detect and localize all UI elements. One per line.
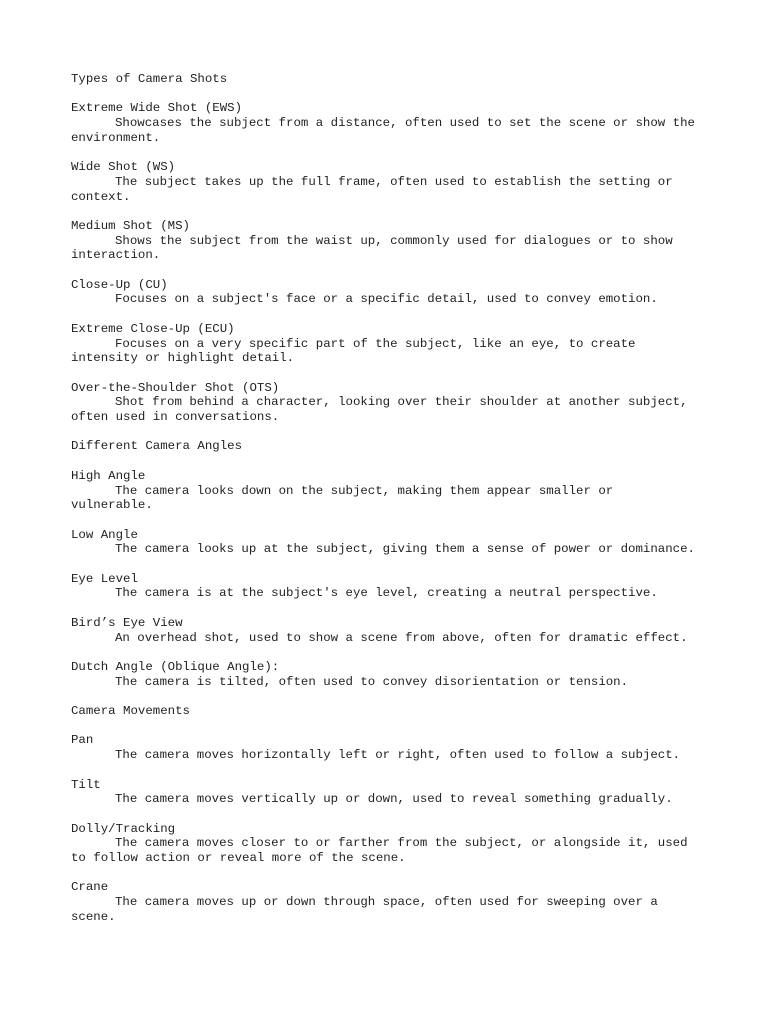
- spacer: [71, 204, 701, 219]
- spacer: [71, 263, 701, 278]
- spacer: [71, 866, 701, 881]
- spacer: [71, 454, 701, 469]
- entry-dutch-angle: [71, 660, 701, 689]
- entry-title: Wide Shot (WS): [71, 160, 176, 175]
- spacer: [71, 425, 701, 440]
- entry-description: Shot from behind a character, looking over their shoulder at another subject, often used in conversations.: [71, 395, 688, 425]
- entry-description: Shows the subject from the waist up, commonly used for dialogues or to show interaction.: [71, 233, 673, 263]
- entry-eye-level: [71, 572, 701, 601]
- entry-title: Crane: [71, 880, 109, 895]
- entry-title: High Angle: [71, 468, 146, 483]
- entry-title: Dutch Angle (Oblique Angle):: [71, 659, 280, 674]
- entry-title: Close-Up (CU): [71, 277, 168, 292]
- entry-birds-eye-view: [71, 616, 701, 645]
- entry-description: Focuses on a very specific part of the subject, like an eye, to create intensity or highlight detail.: [71, 336, 636, 366]
- entry-tilt: [71, 778, 701, 807]
- entry-wide-shot: [71, 160, 701, 204]
- section-heading-camera-movements: Camera Movements: [71, 704, 190, 719]
- spacer: [71, 87, 701, 102]
- spacer: [71, 763, 701, 778]
- spacer: [71, 645, 701, 660]
- spacer: [71, 513, 701, 528]
- entry-description: Showcases the subject from a distance, often used to set the scene or show the environment.: [71, 116, 695, 145]
- entry-low-angle: [71, 528, 701, 557]
- entry-description: An overhead shot, used to show a scene from above, often for dramatic effect.: [115, 630, 688, 645]
- entry-title: Extreme Close-Up (ECU): [71, 321, 235, 336]
- entry-high-angle: [71, 469, 701, 513]
- entry-title: Pan: [71, 733, 94, 748]
- entry-close-up: [71, 278, 701, 307]
- entry-title: Low Angle: [71, 527, 138, 542]
- entry-title: Over-the-Shoulder Shot (OTS): [71, 380, 280, 395]
- entry-extreme-wide-shot: [71, 101, 701, 145]
- entry-title: Eye Level: [71, 571, 138, 586]
- section-heading-camera-angles: Different Camera Angles: [71, 439, 243, 454]
- spacer: [71, 366, 701, 381]
- entry-description: The camera moves vertically up or down, used to reveal something gradually.: [115, 792, 673, 807]
- entry-over-the-shoulder: [71, 381, 701, 425]
- entry-pan: [71, 733, 701, 762]
- entry-description: The camera looks up at the subject, giving them a sense of power or dominance.: [115, 542, 695, 557]
- section-heading-camera-shots: Types of Camera Shots: [71, 72, 228, 86]
- entry-dolly-tracking: [71, 822, 701, 866]
- entry-title: Extreme Wide Shot (EWS): [71, 101, 243, 116]
- entry-medium-shot: [71, 219, 701, 263]
- entry-description: Focuses on a subject's face or a specific detail, used to convey emotion.: [115, 292, 658, 307]
- entry-description: The subject takes up the full frame, often used to establish the setting or context.: [71, 174, 673, 204]
- entry-crane: [71, 880, 701, 924]
- entry-description: The camera is tilted, often used to convey disorientation or tension.: [115, 674, 629, 689]
- entry-title: Medium Shot (MS): [71, 218, 190, 233]
- spacer: [71, 307, 701, 322]
- spacer: [71, 807, 701, 822]
- spacer: [71, 689, 701, 704]
- spacer: [71, 719, 701, 734]
- entry-description: The camera moves closer to or farther from the subject, or alongside it, used to follow action or reveal more of the scene.: [71, 836, 688, 866]
- entry-extreme-close-up: [71, 322, 701, 366]
- entry-title: Dolly/Tracking: [71, 821, 176, 836]
- spacer: [71, 557, 701, 572]
- entry-title: Tilt: [71, 777, 101, 792]
- document-page: [71, 72, 701, 925]
- entry-description: The camera moves horizontally left or right, often used to follow a subject.: [115, 748, 681, 763]
- entry-description: The camera is at the subject's eye level, creating a neutral perspective.: [115, 586, 658, 601]
- spacer: [71, 146, 701, 161]
- entry-title: Bird’s Eye View: [71, 615, 183, 630]
- entry-description: The camera looks down on the subject, making them appear smaller or vulnerable.: [71, 483, 614, 513]
- entry-description: The camera moves up or down through space, often used for sweeping over a scene.: [71, 895, 658, 924]
- spacer: [71, 601, 701, 616]
